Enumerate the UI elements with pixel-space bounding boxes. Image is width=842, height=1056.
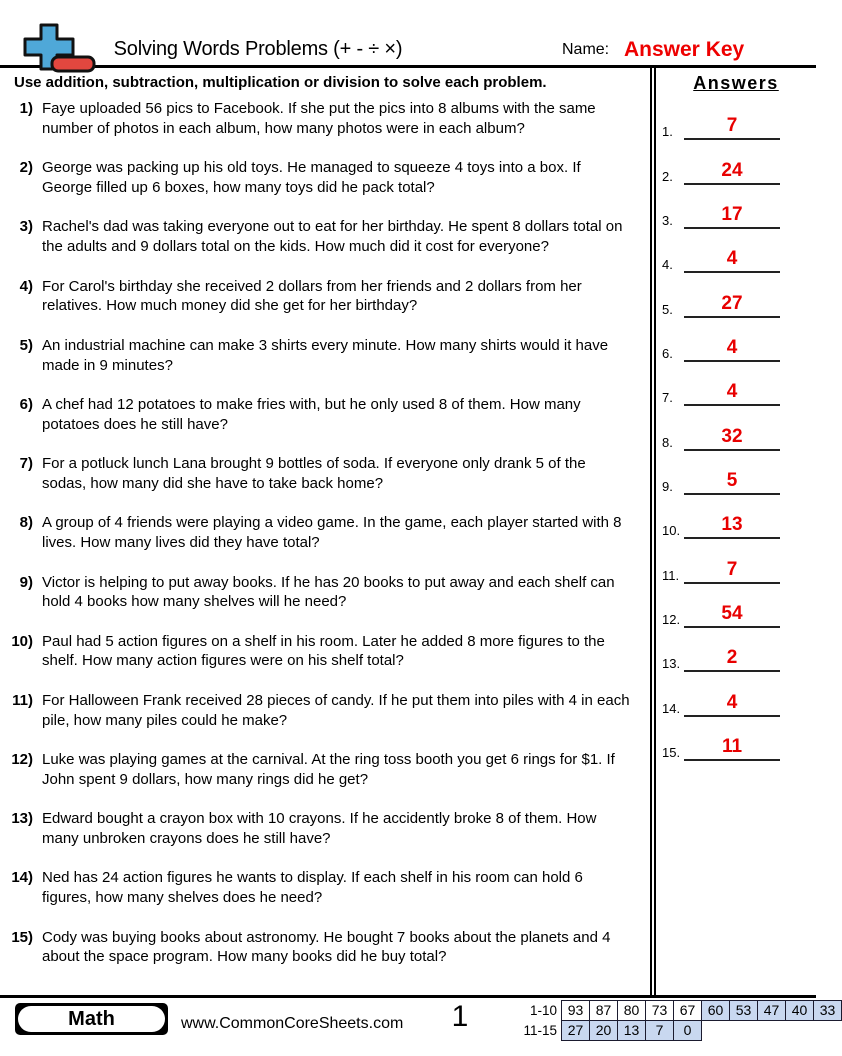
problem-row <box>0 691 650 750</box>
problem-number: 4) <box>19 277 33 295</box>
answer-number: 5. <box>662 301 673 317</box>
answer-value: 13 <box>721 514 743 536</box>
problem-number: 6) <box>19 395 33 413</box>
answer-row <box>656 451 816 495</box>
score-cell: 7 <box>645 1020 674 1041</box>
page-title: Solving Words Problems (+ - ÷ ×) <box>113 38 403 60</box>
problem-text: Victor is helping to put away books. If he has 20 books to put away and each shelf can hold 4 books how many shelves will he need? <box>42 573 615 611</box>
problem-text: An industrial machine can make 3 shirts every minute. How many shirts would it have made in 9 minutes? <box>42 336 609 374</box>
answer-value: 27 <box>721 292 743 314</box>
problem-number: 5) <box>19 336 33 354</box>
answer-line <box>684 604 780 628</box>
problem-text: A group of 4 friends were playing a video game. In the game, each player started with 8 lives. How many lives did they have total? <box>42 514 622 552</box>
problem-row <box>0 395 650 454</box>
problem-row <box>0 513 650 572</box>
answer-row <box>656 628 816 672</box>
problem-row <box>0 99 650 158</box>
problem-text: Rachel's dad was taking everyone out to eat for her birthday. He spent 8 dollars total on the adults and 9 dollars total on the kids. How much did it cost for everyone? <box>42 218 623 256</box>
score-cell: 0 <box>673 1020 702 1041</box>
name-label: Name: <box>562 41 610 58</box>
score-cell: 13 <box>617 1020 646 1041</box>
instructions-text: Use addition, subtraction, multiplication or division to solve each problem. <box>14 74 547 91</box>
answer-number: 9. <box>662 478 673 494</box>
answer-number: 1. <box>662 124 673 140</box>
answer-row <box>656 318 816 362</box>
answer-line <box>684 471 780 495</box>
answer-value: 4 <box>726 691 738 713</box>
answer-row <box>656 273 816 317</box>
answer-value: 4 <box>726 248 738 270</box>
answer-line <box>684 693 780 717</box>
problem-text: Paul had 5 action figures on a shelf in his room. Later he added 8 more figures to the shelf. How many action figures were on his shelf total? <box>42 632 605 670</box>
problem-row <box>0 217 650 276</box>
problem-text: George was packing up his old toys. He managed to squeeze 4 toys into a box. If George filled up 6 boxes, how many toys did he pack total? <box>42 159 581 196</box>
answer-number: 3. <box>662 212 673 228</box>
score-row <box>514 1020 842 1041</box>
answer-row <box>656 229 816 273</box>
answer-value: 32 <box>721 425 743 447</box>
answer-number: 2. <box>662 168 673 184</box>
problem-number: 1) <box>19 100 33 117</box>
problem-number: 11) <box>12 691 33 709</box>
score-cell: 47 <box>757 1000 786 1021</box>
answer-key-value: Answer Key <box>624 38 745 61</box>
problem-text: Faye uploaded 56 pics to Facebook. If she put the pics into 8 albums with the same number of photos in each album, how many photos were in each album? <box>42 100 596 137</box>
problem-text: A chef had 12 potatoes to make fries with, but he only used 8 of them. How many potatoes does he still have? <box>42 395 581 433</box>
problem-row <box>0 809 650 868</box>
header <box>0 0 816 68</box>
problems-list <box>0 99 650 987</box>
website-text: www.CommonCoreSheets.com <box>181 1015 404 1032</box>
answer-row <box>656 495 816 539</box>
answer-number: 14. <box>662 700 681 716</box>
answer-value: 11 <box>721 736 743 758</box>
answer-value: 17 <box>721 204 743 226</box>
answer-number: 11. <box>662 567 680 583</box>
answers-panel <box>650 68 816 995</box>
answer-line <box>684 737 780 761</box>
main-area <box>0 68 816 995</box>
score-cell: 20 <box>589 1020 618 1041</box>
problem-number: 2) <box>19 159 33 177</box>
answer-number: 4. <box>662 257 673 273</box>
footer <box>0 995 836 1056</box>
score-cell: 73 <box>645 1000 674 1021</box>
problem-number: 3) <box>19 218 33 236</box>
problem-text: Cody was buying books about astronomy. He bought 7 books about the planets and 4 about the space program. How many books did he buy total? <box>42 928 611 966</box>
problem-row <box>0 158 650 217</box>
problem-text: For Carol's birthday she received 2 dollars from her friends and 2 dollars from her relatives. How much money did she get for her birthday? <box>42 277 582 315</box>
answer-value: 2 <box>726 647 738 669</box>
problem-number: 7) <box>19 455 33 473</box>
score-cell: 67 <box>673 1000 702 1021</box>
problem-row <box>0 868 650 927</box>
answer-number: 13. <box>662 656 681 672</box>
answer-row <box>656 96 816 140</box>
problem-number: 13) <box>11 810 33 828</box>
answer-line <box>684 294 780 318</box>
problem-row <box>0 928 650 987</box>
problem-number: 12) <box>11 751 33 769</box>
problem-text: Edward bought a crayon box with 10 crayons. If he accidently broke 8 of them. How many unbroken crayons does he still have? <box>42 810 597 848</box>
score-cell: 93 <box>561 1000 590 1021</box>
score-row <box>514 1000 842 1021</box>
answer-row <box>656 539 816 583</box>
problem-number: 9) <box>19 573 33 591</box>
answer-value: 7 <box>726 558 738 580</box>
answer-row <box>656 584 816 628</box>
problem-text: For a potluck lunch Lana brought 9 bottles of soda. If everyone only drank 5 of the sodas, how many did she have to take back home? <box>42 455 586 492</box>
answer-line <box>684 515 780 539</box>
answer-line <box>684 560 780 584</box>
answer-row <box>656 672 816 716</box>
problem-text: Luke was playing games at the carnival. At the ring toss booth you get 6 rings for $1. If John spent 9 dollars, how many rings did he get? <box>42 751 615 788</box>
answer-value: 24 <box>721 159 743 181</box>
problem-row <box>0 277 650 336</box>
score-cell: 60 <box>701 1000 730 1021</box>
answer-number: 12. <box>662 611 681 627</box>
answer-value: 4 <box>726 381 738 403</box>
score-table <box>514 1000 842 1041</box>
problem-text: For Halloween Frank received 28 pieces of candy. If he put them into piles with 4 in each pile, how many piles could he make? <box>42 691 630 729</box>
problems-column <box>0 68 650 995</box>
answer-line <box>684 382 780 406</box>
score-cell: 33 <box>813 1000 842 1021</box>
answers-heading: Answers <box>693 73 779 93</box>
answer-number: 15. <box>662 744 681 760</box>
problem-number: 15) <box>11 928 33 946</box>
answer-line <box>684 116 780 140</box>
answer-line <box>684 648 780 672</box>
problem-row <box>0 336 650 395</box>
answer-value: 5 <box>726 470 738 492</box>
answer-value: 7 <box>726 115 738 137</box>
score-cell: 53 <box>729 1000 758 1021</box>
score-cell: 40 <box>785 1000 814 1021</box>
problem-row <box>0 573 650 632</box>
problem-text: Ned has 24 action figures he wants to display. If each shelf in his room can hold 6 figures, how many shelves does he need? <box>42 869 583 907</box>
answer-number: 8. <box>662 434 673 450</box>
answer-number: 6. <box>662 345 673 361</box>
score-row-label: 11-15 <box>523 1023 557 1038</box>
problem-number: 10) <box>11 632 33 650</box>
problem-row <box>0 454 650 513</box>
answer-value: 54 <box>721 603 743 625</box>
problem-row <box>0 750 650 809</box>
answer-row <box>656 362 816 406</box>
problem-row <box>0 632 650 691</box>
answer-line <box>684 338 780 362</box>
answer-number: 10. <box>662 523 681 539</box>
answer-row <box>656 406 816 450</box>
problem-number: 8) <box>19 514 33 532</box>
answer-row <box>656 717 816 761</box>
answer-line <box>684 205 780 229</box>
answer-line <box>684 427 780 451</box>
score-cell: 27 <box>561 1020 590 1041</box>
score-cell: 80 <box>617 1000 646 1021</box>
answer-line <box>684 249 780 273</box>
answer-row <box>656 140 816 184</box>
score-row-label: 1-10 <box>529 1003 557 1018</box>
answer-number: 7. <box>662 390 673 406</box>
answer-row <box>656 185 816 229</box>
problem-number: 14) <box>11 869 33 887</box>
answer-value: 4 <box>726 337 738 359</box>
answer-line <box>684 161 780 185</box>
math-badge-label: Math <box>18 1006 165 1032</box>
math-badge <box>15 1003 168 1035</box>
score-cell: 87 <box>589 1000 618 1021</box>
page-number: 1 <box>451 1000 469 1033</box>
